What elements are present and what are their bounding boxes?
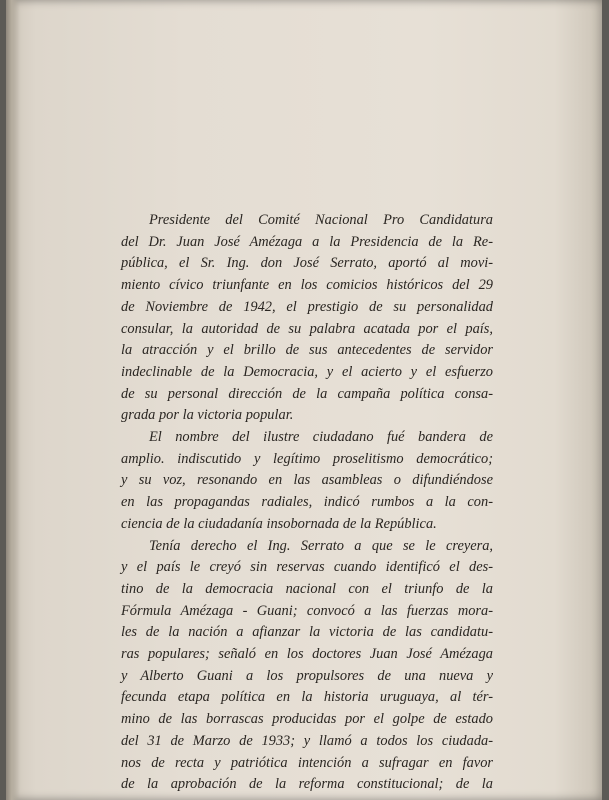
text-line: les de la nación a afianzar la victoria de las candidatu-	[121, 624, 493, 641]
paragraph-2	[121, 427, 493, 536]
paragraph-1	[121, 210, 493, 427]
text-line: y el país le creyó sin reservas cuando identificó el des-	[121, 559, 493, 576]
body-text	[121, 210, 493, 796]
text-line: tino de la democracia nacional con el triunfo de la	[121, 580, 493, 597]
text-line: de la aprobación de la reforma constitucional; de la	[121, 776, 493, 793]
text-line: de su personal dirección de la campaña política consa-	[121, 385, 493, 402]
text-line: de Noviembre de 1942, el prestigio de su personalidad	[121, 298, 493, 315]
text-line: consular, la autoridad de su palabra acatada por el país,	[121, 320, 493, 337]
text-line: del Dr. Juan José Amézaga a la Presidencia de la Re-	[121, 233, 493, 250]
book-page	[6, 0, 602, 800]
text-line: ciencia de la ciudadanía insobornada de la República.	[121, 515, 437, 532]
text-line: Fórmula Amézaga - Guani; convocó a las fuerzas mora-	[121, 602, 493, 619]
text-line: Tenía derecho el Ing. Serrato a que se le creyera,	[149, 537, 493, 554]
paragraph-3	[121, 536, 493, 796]
text-line: nos de recta y patriótica intención a sufragar en favor	[121, 754, 493, 771]
text-line: indeclinable de la Democracia, y el acierto y el esfuerzo	[121, 363, 493, 380]
text-line: fecunda etapa política en la historia uruguaya, al tér-	[121, 689, 493, 706]
text-line: miento cívico triunfante en los comicios históricos del 29	[121, 277, 493, 294]
text-line: pública, el Sr. Ing. don José Serrato, aportó al movi-	[121, 255, 493, 272]
text-line: Presidente del Comité Nacional Pro Candidatura	[149, 212, 493, 228]
text-line: y Alberto Guani a los propulsores de una nueva y	[121, 667, 493, 684]
page-fold-shadow	[6, 0, 20, 800]
text-line: del 31 de Marzo de 1933; y llamó a todos los ciudada-	[121, 732, 493, 749]
text-line: ras populares; señaló en los doctores Juan José Amézaga	[121, 646, 493, 663]
text-line: en las propagandas radiales, indicó rumbos a la con-	[121, 494, 493, 511]
text-line: y su voz, resonando en las asambleas o difundiéndose	[121, 472, 493, 489]
text-line: mino de las borrascas producidas por el golpe de estado	[121, 711, 493, 728]
text-line: la atracción y el brillo de sus antecedentes de servidor	[121, 342, 493, 359]
text-line: El nombre del ilustre ciudadano fué bandera de	[149, 429, 493, 446]
text-line: grada por la victoria popular.	[121, 407, 294, 424]
text-line: amplio. indiscutido y legítimo proselitismo democrático;	[121, 450, 493, 467]
